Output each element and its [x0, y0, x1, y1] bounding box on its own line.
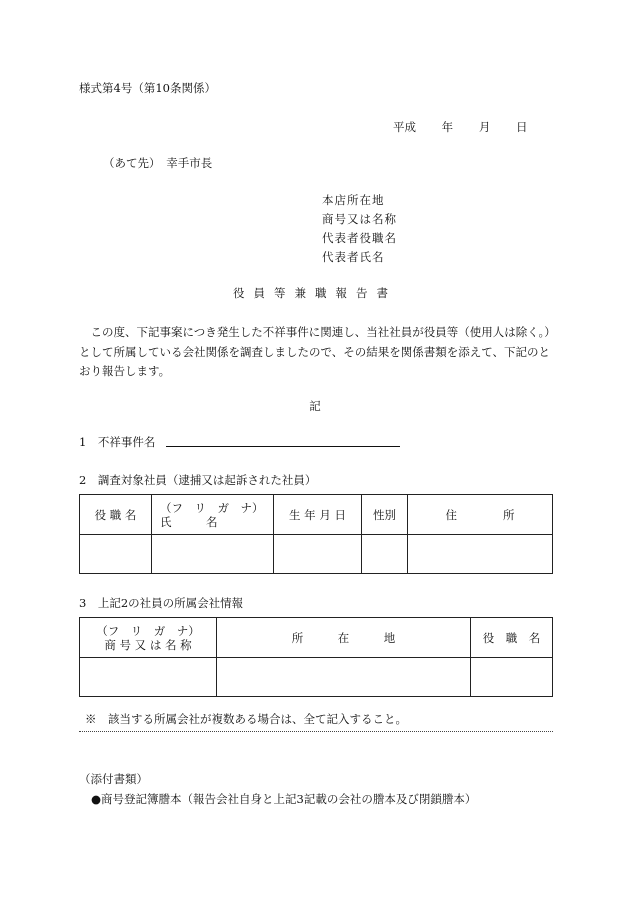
date-line [393, 119, 527, 135]
item1-label: 1 不祥事件名 [79, 435, 156, 449]
sender-name-label: 商号又は名称 [322, 212, 397, 226]
th-company-position: 役 職 名 [471, 618, 553, 658]
cell-company-position[interactable] [471, 658, 553, 697]
th-name-label: 氏 名 [160, 514, 218, 529]
th-company [80, 618, 217, 658]
sender-block [322, 191, 397, 267]
th-name [152, 495, 274, 535]
cell-company-name[interactable] [80, 658, 217, 697]
cell-name[interactable] [152, 535, 274, 574]
th-gender: 性別 [362, 495, 408, 535]
cell-location[interactable] [217, 658, 471, 697]
document-title: 役員等兼職報告書 [233, 286, 397, 300]
attachments-heading: （添付書類） [79, 772, 148, 786]
sender-address-label: 本店所在地 [322, 193, 385, 207]
th-position: 役 職 名 [80, 495, 152, 535]
sender-rep-label: 代表者氏名 [322, 250, 385, 264]
item3-label: 3 上記2の社員の所属会社情報 [79, 596, 244, 610]
cell-address[interactable] [408, 535, 553, 574]
th-birthdate: 生 年 月 日 [274, 495, 362, 535]
company-table [79, 617, 553, 697]
employee-table [79, 494, 553, 574]
form-number: 様式第4号（第10条関係） [79, 81, 216, 95]
date-month: 月 [478, 120, 491, 134]
attachment-item: ●商号登記簿謄本（報告会社自身と上記3記載の会社の謄本及び閉鎖謄本） [91, 792, 477, 806]
th-location: 所 在 地 [217, 618, 471, 658]
th-company-furigana: （フ リ ガ ナ） [96, 623, 200, 638]
cell-birthdate[interactable] [274, 535, 362, 574]
date-day: 日 [515, 120, 528, 134]
body-text: この度、下記事案につき発生した不祥事件に関連し、当社社員が役員等（使用人は除く。）として所属している会社関係を調査しましたので、その結果を関係書類を添えて、下記のとおり報告します。 [79, 325, 551, 378]
th-address: 住 所 [408, 495, 553, 535]
item2-label: 2 調査対象社員（逮捕又は起訴された社員） [79, 473, 317, 487]
incident-name-input-line[interactable] [166, 446, 400, 447]
dotted-divider [79, 731, 553, 732]
cell-position[interactable] [80, 535, 152, 574]
addressee: （あて先） 幸手市長 [103, 156, 213, 170]
cell-gender[interactable] [362, 535, 408, 574]
th-furigana: （フ リ ガ ナ） [160, 500, 264, 515]
date-era: 平成 [393, 120, 416, 134]
th-company-name: 商 号 又 は 名 称 [104, 637, 192, 652]
sender-position-label: 代表者役職名 [322, 231, 397, 245]
ki-heading: 記 [309, 399, 321, 413]
note-text: ※ 該当する所属会社が複数ある場合は、全て記入すること。 [85, 712, 407, 726]
date-year: 年 [441, 120, 454, 134]
